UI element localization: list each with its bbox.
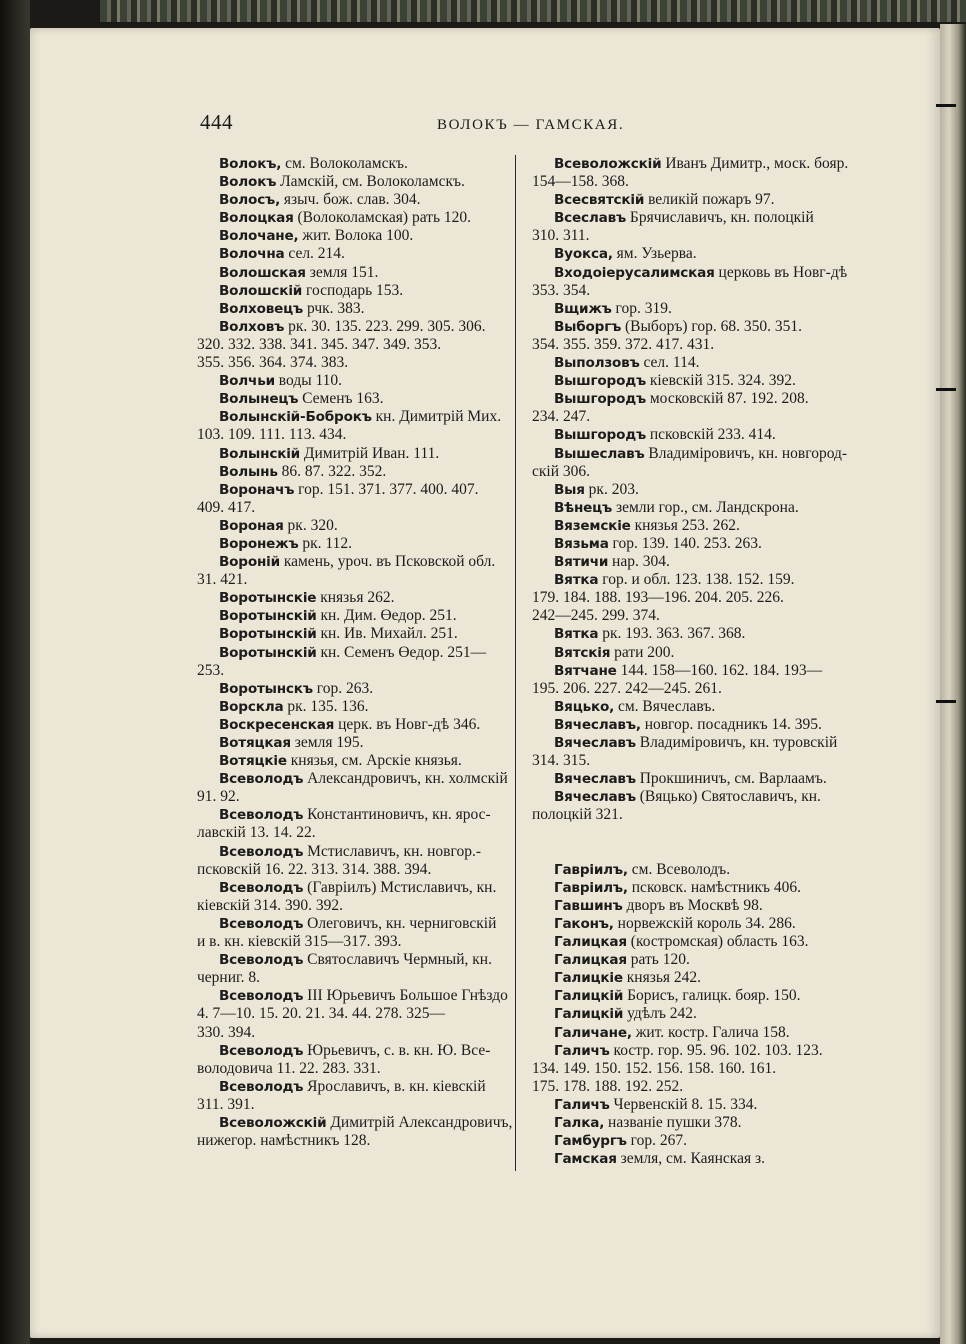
entry-text: церк. въ Новг-дѣ 346. — [334, 715, 481, 733]
entry-text: земля, см. Каянская з. — [616, 1150, 765, 1168]
index-entry — [197, 987, 519, 1005]
entry-text: рк. 320. — [283, 516, 338, 534]
entry-text: Константиновичъ, кн. ярос- — [303, 806, 491, 824]
entry-text: Иванъ Димитр., моск. бояр. — [661, 155, 849, 172]
entry-headword: Вороначъ — [219, 481, 295, 498]
entry-text: великій пожаръ 97. — [644, 191, 775, 209]
entry-headword: Выборгъ — [554, 318, 622, 335]
entry-text: Владиміровичъ, кн. туровскій — [635, 734, 838, 751]
index-entry — [197, 481, 519, 499]
entry-text: церковь въ Новг-дѣ — [714, 263, 848, 281]
index-entry — [532, 354, 854, 372]
entry-headword: Всеславъ — [554, 210, 627, 227]
index-entry — [532, 879, 854, 897]
index-entry — [532, 445, 854, 463]
entry-continuation: 355. 356. 364. 374. 383. — [197, 354, 349, 372]
entry-text: сел. 114. — [639, 354, 700, 372]
entry-continuation: 253. — [197, 661, 225, 679]
entry-headword: Всеволодъ — [219, 807, 304, 824]
entry-headword: Вщижъ — [554, 300, 612, 317]
entry-headword: Вятскія — [554, 644, 611, 661]
entry-text: Мстиславичъ, кн. новгор.- — [303, 842, 482, 860]
entry-headword: Всеволодъ — [219, 843, 304, 860]
entry-headword: Всеволодъ — [219, 988, 304, 1005]
index-entry — [532, 499, 854, 517]
index-entry — [532, 933, 854, 951]
entry-headword: Вячеславъ — [554, 789, 636, 806]
index-entry — [197, 879, 519, 897]
entry-text: Борисъ, галицк. бояр. 150. — [623, 987, 801, 1005]
entry-headword: Волынецъ — [219, 391, 299, 408]
index-entry — [197, 300, 519, 318]
entry-text: см. Всеволодъ. — [627, 860, 731, 878]
entry-text: см. Волоколамскъ. — [281, 155, 408, 172]
entry-text: рк. 30. 135. 223. 299. 305. 306. — [284, 317, 486, 335]
entry-text: кн. Димитрій Мих. — [371, 408, 502, 426]
entry-continuation: 354. 355. 359. 372. 417. 431. — [532, 335, 715, 353]
entry-headword: Воротынскъ — [219, 680, 313, 697]
index-entry — [532, 155, 854, 173]
entry-headword: Вятка — [554, 572, 599, 589]
index-entry — [532, 734, 854, 752]
entry-headword: Галицкій — [554, 1006, 624, 1023]
entry-text: ям. Узьерва. — [612, 245, 697, 263]
entry-text: рк. 135. 136. — [283, 697, 369, 715]
entry-headword: Вяцько, — [554, 698, 615, 715]
entry-text: гор. и обл. 123. 138. 152. 159. — [598, 571, 795, 589]
entry-continuation: 31. 421. — [197, 571, 248, 589]
entry-headword: Всесвятскій — [554, 192, 645, 209]
index-entry — [197, 209, 519, 227]
entry-text: рати 200. — [610, 643, 675, 661]
entry-headword: Вячеславъ — [554, 771, 636, 788]
entry-text: Юрьевичъ, с. в. кн. Ю. Все- — [303, 1041, 491, 1059]
entry-continuation: 242—245. 299. 374. — [532, 607, 660, 625]
entry-continuation: 175. 178. 188. 192. 252. — [532, 1077, 684, 1095]
entry-text: земля 195. — [290, 734, 364, 751]
entry-continuation: кіевскій 314. 390. 392. — [197, 896, 343, 914]
index-entry — [532, 951, 854, 969]
index-entry — [197, 607, 519, 625]
index-entry — [197, 589, 519, 607]
entry-text: см. Вячеславъ. — [614, 697, 716, 715]
entry-text: воды 110. — [274, 372, 343, 390]
index-entry — [532, 788, 854, 806]
index-entry — [532, 897, 854, 915]
entry-text: князья 262. — [316, 589, 395, 607]
index-entry — [532, 264, 854, 282]
entry-headword: Вязьма — [554, 535, 609, 552]
entry-text: псковскій 233. 414. — [646, 426, 776, 444]
index-entry — [532, 1096, 854, 1114]
entry-continuation: 310. 311. — [532, 227, 590, 245]
index-entry — [197, 625, 519, 643]
entry-continuation: 179. 184. 188. 193—196. 204. 205. 226. — [532, 589, 784, 607]
entry-continuation: черниг. 8. — [197, 969, 260, 987]
entry-headword: Волчьи — [219, 373, 275, 390]
entry-text: Святославичъ Чермный, кн. — [303, 951, 492, 969]
entry-headword: Вѣнецъ — [554, 499, 613, 516]
index-entry — [197, 282, 519, 300]
entry-text: гор. 151. 371. 377. 400. 407. — [294, 480, 479, 498]
index-entry — [197, 390, 519, 408]
index-entry — [197, 734, 519, 752]
index-column-left — [197, 155, 519, 1150]
index-entry — [197, 227, 519, 245]
entry-headword: Волокъ — [219, 174, 277, 191]
index-entry — [197, 1042, 519, 1060]
index-entry — [197, 318, 519, 336]
index-entry — [532, 662, 854, 680]
index-column-right — [532, 155, 854, 1168]
index-entry — [532, 1024, 854, 1042]
entry-text: Прокшиничъ, см. Варлаамъ. — [635, 770, 827, 788]
entry-text: Александровичъ, кн. холмскій — [303, 770, 508, 788]
entry-headword: Галичъ — [554, 1096, 610, 1113]
index-entry — [197, 1078, 519, 1096]
entry-headword: Гамбургъ — [554, 1133, 627, 1150]
entry-text: Димитрій Александровичъ, — [326, 1113, 513, 1131]
index-entry — [197, 517, 519, 535]
entry-headword: Вячеславъ — [554, 735, 636, 751]
entry-text: названіе пушки 378. — [604, 1113, 742, 1131]
entry-text: Ярославичъ, в. кн. кіевскій — [303, 1077, 486, 1095]
index-entry — [532, 1005, 854, 1023]
entry-text: дворъ въ Москвѣ 98. — [622, 896, 763, 914]
entry-text: князья 242. — [622, 969, 702, 987]
index-entry — [532, 987, 854, 1005]
index-entry — [532, 644, 854, 662]
index-entry — [197, 553, 519, 571]
entry-text: Владиміровичъ, кн. новгород- — [644, 444, 848, 462]
entry-text: (костромская) область 163. — [626, 933, 809, 951]
entry-headword: Волынскій — [219, 445, 301, 462]
entry-headword: Галка, — [554, 1114, 605, 1131]
entry-continuation: полоцкій 321. — [532, 806, 623, 824]
entry-headword: Галичане, — [554, 1024, 632, 1041]
index-entry — [197, 264, 519, 282]
entry-text: гор. 263. — [312, 679, 374, 697]
entry-text: земля 151. — [305, 263, 379, 281]
index-entry — [532, 716, 854, 734]
index-entry — [532, 390, 854, 408]
entry-text: новгор. посадникъ 14. 395. — [640, 715, 822, 733]
index-entry — [197, 445, 519, 463]
entry-continuation: 91. 92. — [197, 788, 240, 806]
page-number: 444 — [200, 110, 233, 134]
entry-text: гор. 319. — [611, 299, 672, 317]
entry-headword: Всеволодъ — [219, 1042, 304, 1059]
entry-headword: Вятка — [554, 626, 599, 643]
entry-headword: Вороная — [219, 517, 284, 534]
index-entry — [532, 553, 854, 571]
entry-continuation: 311. 391. — [197, 1095, 255, 1113]
entry-headword: Ворскла — [219, 698, 284, 715]
entry-continuation: 4. 7—10. 15. 20. 21. 34. 44. 278. 325— — [197, 1005, 445, 1023]
entry-headword: Гавріилъ, — [554, 861, 628, 878]
index-entry — [197, 408, 519, 426]
entry-continuation: и в. кн. кіевскій 315—317. 393. — [197, 933, 402, 951]
book-binding — [0, 0, 30, 1344]
entry-headword: Воротынскіе — [219, 590, 317, 607]
entry-headword: Вышгородъ — [554, 427, 646, 444]
entry-continuation: 195. 206. 227. 242—245. 261. — [532, 679, 722, 697]
entry-headword: Волошская — [219, 264, 306, 281]
entry-text: (Вяцько) Святославичъ, кн. — [635, 788, 821, 806]
index-entry — [532, 535, 854, 553]
entry-headword: Воронежъ — [219, 535, 299, 552]
entry-text: рк. 193. 363. 367. 368. — [598, 625, 746, 643]
entry-headword: Волоцкая — [219, 210, 294, 227]
entry-text: Семенъ 163. — [298, 390, 384, 408]
entry-headword: Всеволожскій — [219, 1114, 327, 1131]
entry-text: жит. костр. Галича 158. — [631, 1023, 790, 1041]
entry-headword: Вятчане — [554, 662, 617, 679]
index-entry — [532, 1042, 854, 1060]
entry-text: Димитрій Иван. 111. — [300, 444, 440, 462]
entry-headword: Гаконъ, — [554, 915, 614, 932]
entry-text: Олеговичъ, кн. черниговскій — [303, 914, 497, 932]
binding-top-strip — [100, 0, 966, 22]
index-entry — [532, 1114, 854, 1132]
entry-text: сел. 214. — [284, 245, 345, 263]
index-entry — [532, 861, 854, 879]
index-entry — [197, 843, 519, 861]
entry-text: земли гор., см. Ландскрона. — [612, 498, 799, 516]
entry-headword: Воротынскій — [219, 644, 317, 661]
entry-headword: Гамская — [554, 1151, 617, 1168]
index-entry — [532, 318, 854, 336]
index-entry — [197, 173, 519, 191]
entry-headword: Вотяцкіе — [219, 753, 287, 770]
entry-headword: Волховецъ — [219, 300, 304, 317]
index-entry — [532, 481, 854, 499]
entry-text: кн. Ив. Михайл. 251. — [316, 625, 458, 643]
entry-text: рать 120. — [626, 951, 690, 969]
entry-headword: Гавріилъ, — [554, 879, 628, 896]
entry-text: рчк. 383. — [303, 299, 365, 317]
index-entry — [532, 372, 854, 390]
entry-headword: Воскресенская — [219, 716, 335, 733]
entry-headword: Волынскій-Боброкъ — [219, 409, 372, 426]
index-entry — [532, 517, 854, 535]
entry-continuation: 134. 149. 150. 152. 156. 158. 160. 161. — [532, 1059, 777, 1077]
index-entry — [532, 426, 854, 444]
index-entry — [532, 625, 854, 643]
entry-continuation: 314. 315. — [532, 752, 591, 770]
section-spacer — [532, 824, 854, 842]
entry-headword: Гавшинъ — [554, 897, 623, 914]
index-entry — [532, 1150, 854, 1168]
entry-headword: Вороній — [219, 554, 280, 571]
entry-continuation: 320. 332. 338. 341. 345. 347. 349. 353. — [197, 335, 442, 353]
index-entry — [197, 245, 519, 263]
entry-text: (Гавріилъ) Мстиславичъ, кн. — [303, 878, 497, 896]
index-entry — [197, 951, 519, 969]
entry-text: (Выборъ) гор. 68. 350. 351. — [621, 317, 802, 335]
index-entry — [197, 915, 519, 933]
entry-continuation: нижегор. намѣстникъ 128. — [197, 1132, 371, 1150]
entry-text: нар. 304. — [608, 553, 670, 571]
entry-headword: Волокъ, — [219, 156, 282, 172]
section-spacer — [532, 843, 854, 861]
page-edge-mark — [936, 388, 956, 391]
index-entry — [532, 571, 854, 589]
entry-headword: Галицкая — [554, 952, 627, 969]
entry-continuation: 103. 109. 111. 113. 434. — [197, 426, 347, 444]
index-entry — [532, 1132, 854, 1150]
index-entry — [532, 300, 854, 318]
entry-text: жит. Волока 100. — [298, 227, 414, 245]
entry-headword: Волынь — [219, 463, 278, 480]
running-head: ВОЛОКЪ — ГАМСКАЯ. — [437, 117, 625, 133]
index-entry — [532, 191, 854, 209]
entry-headword: Вуокса, — [554, 246, 613, 263]
entry-headword: Вышгородъ — [554, 373, 646, 390]
entry-text: языч. бож. слав. 304. — [280, 191, 421, 209]
index-entry — [197, 644, 519, 662]
entry-headword: Вышгородъ — [554, 391, 646, 408]
index-entry — [197, 155, 519, 173]
entry-text: московскій 87. 192. 208. — [646, 390, 809, 408]
entry-text: Червенскій 8. 15. 334. — [609, 1095, 758, 1113]
page-edge-mark — [936, 104, 956, 107]
entry-headword: Воротынскій — [219, 626, 317, 643]
entry-continuation: 353. 354. — [532, 281, 591, 299]
index-entry — [532, 915, 854, 933]
entry-headword: Галицкая — [554, 934, 627, 951]
index-entry — [532, 245, 854, 263]
entry-headword: Вышеславъ — [554, 445, 645, 462]
entry-headword: Галицкіе — [554, 970, 623, 987]
entry-headword: Галицкій — [554, 988, 624, 1005]
entry-headword: Волховъ — [219, 318, 285, 335]
entry-headword: Волочане, — [219, 228, 299, 245]
entry-headword: Вотяцкая — [219, 735, 291, 751]
entry-text: норвежскій король 34. 286. — [613, 914, 796, 932]
entry-headword: Выя — [554, 481, 585, 498]
entry-text: 144. 158—160. 162. 184. 193— — [616, 661, 823, 679]
index-entry — [197, 752, 519, 770]
entry-continuation: 154—158. 368. — [532, 173, 629, 191]
entry-headword: Волочна — [219, 246, 285, 263]
entry-continuation: лавскій 13. 14. 22. — [197, 824, 316, 842]
entry-text: рк. 112. — [298, 534, 352, 552]
entry-headword: Всеволодъ — [219, 915, 304, 932]
index-entry — [532, 969, 854, 987]
entry-headword: Вячеславъ, — [554, 716, 641, 733]
entry-text: кн. Дим. Өедор. 251. — [316, 607, 457, 625]
index-entry — [197, 535, 519, 553]
entry-continuation: 409. 417. — [197, 498, 256, 516]
entry-continuation: 330. 394. — [197, 1023, 256, 1041]
entry-text: гор. 267. — [626, 1132, 687, 1150]
entry-headword: Всеволодъ — [219, 1078, 304, 1095]
entry-text: кіевскій 315. 324. 392. — [646, 372, 796, 390]
entry-text: князья, см. Арскіе князья. — [286, 752, 462, 770]
index-entry — [197, 191, 519, 209]
index-entry — [197, 806, 519, 824]
index-entry — [197, 372, 519, 390]
entry-headword: Вятичи — [554, 554, 609, 571]
entry-continuation: 234. 247. — [532, 408, 591, 426]
index-entry — [197, 1114, 519, 1132]
entry-continuation: скій 306. — [532, 462, 591, 480]
entry-text: псковск. намѣстникъ 406. — [627, 878, 802, 896]
entry-text: господарь 153. — [302, 281, 404, 299]
entry-text: III Юрьевичъ Большое Гнѣздо — [303, 987, 508, 1005]
entry-headword: Воротынскій — [219, 608, 317, 625]
entry-headword: Волосъ, — [219, 192, 281, 209]
page-edge — [940, 24, 966, 1344]
entry-text: рк. 203. — [584, 480, 639, 498]
entry-text: кн. Семенъ Өедор. 251— — [316, 643, 487, 661]
entry-text: (Волоколамская) рать 120. — [293, 209, 472, 227]
index-entry — [197, 698, 519, 716]
entry-text: князья 253. 262. — [630, 516, 740, 534]
entry-text: Брячиславичъ, кн. полоцкій — [626, 209, 814, 227]
index-entry — [197, 680, 519, 698]
index-entry — [532, 698, 854, 716]
entry-headword: Всеволодъ — [219, 952, 304, 969]
index-entry — [197, 463, 519, 481]
entry-text: удѣлъ 242. — [623, 1005, 697, 1023]
entry-continuation: псковскій 16. 22. 313. 314. 388. 394. — [197, 860, 432, 878]
entry-headword: Всеволожскій — [554, 156, 662, 172]
entry-headword: Всеволодъ — [219, 879, 304, 896]
entry-headword: Волошскій — [219, 282, 303, 299]
page-edge-mark — [936, 700, 956, 703]
entry-headword: Галичъ — [554, 1042, 610, 1059]
entry-headword: Выползовъ — [554, 355, 640, 372]
entry-text: 86. 87. 322. 352. — [277, 462, 387, 480]
entry-headword: Всеволодъ — [219, 771, 304, 788]
entry-text: костр. гор. 95. 96. 102. 103. 123. — [609, 1041, 823, 1059]
index-entry — [197, 716, 519, 734]
index-entry — [197, 770, 519, 788]
entry-headword: Вяземскіе — [554, 517, 631, 534]
index-entry — [532, 770, 854, 788]
entry-text: камень, уроч. въ Псковской обл. — [279, 553, 496, 571]
index-entry — [532, 209, 854, 227]
entry-text: гор. 139. 140. 253. 263. — [608, 534, 762, 552]
entry-headword: Входоіерусалимская — [554, 264, 715, 281]
entry-continuation: володовича 11. 22. 283. 331. — [197, 1059, 381, 1077]
entry-text: Ламскій, см. Волоколамскъ. — [276, 173, 465, 191]
